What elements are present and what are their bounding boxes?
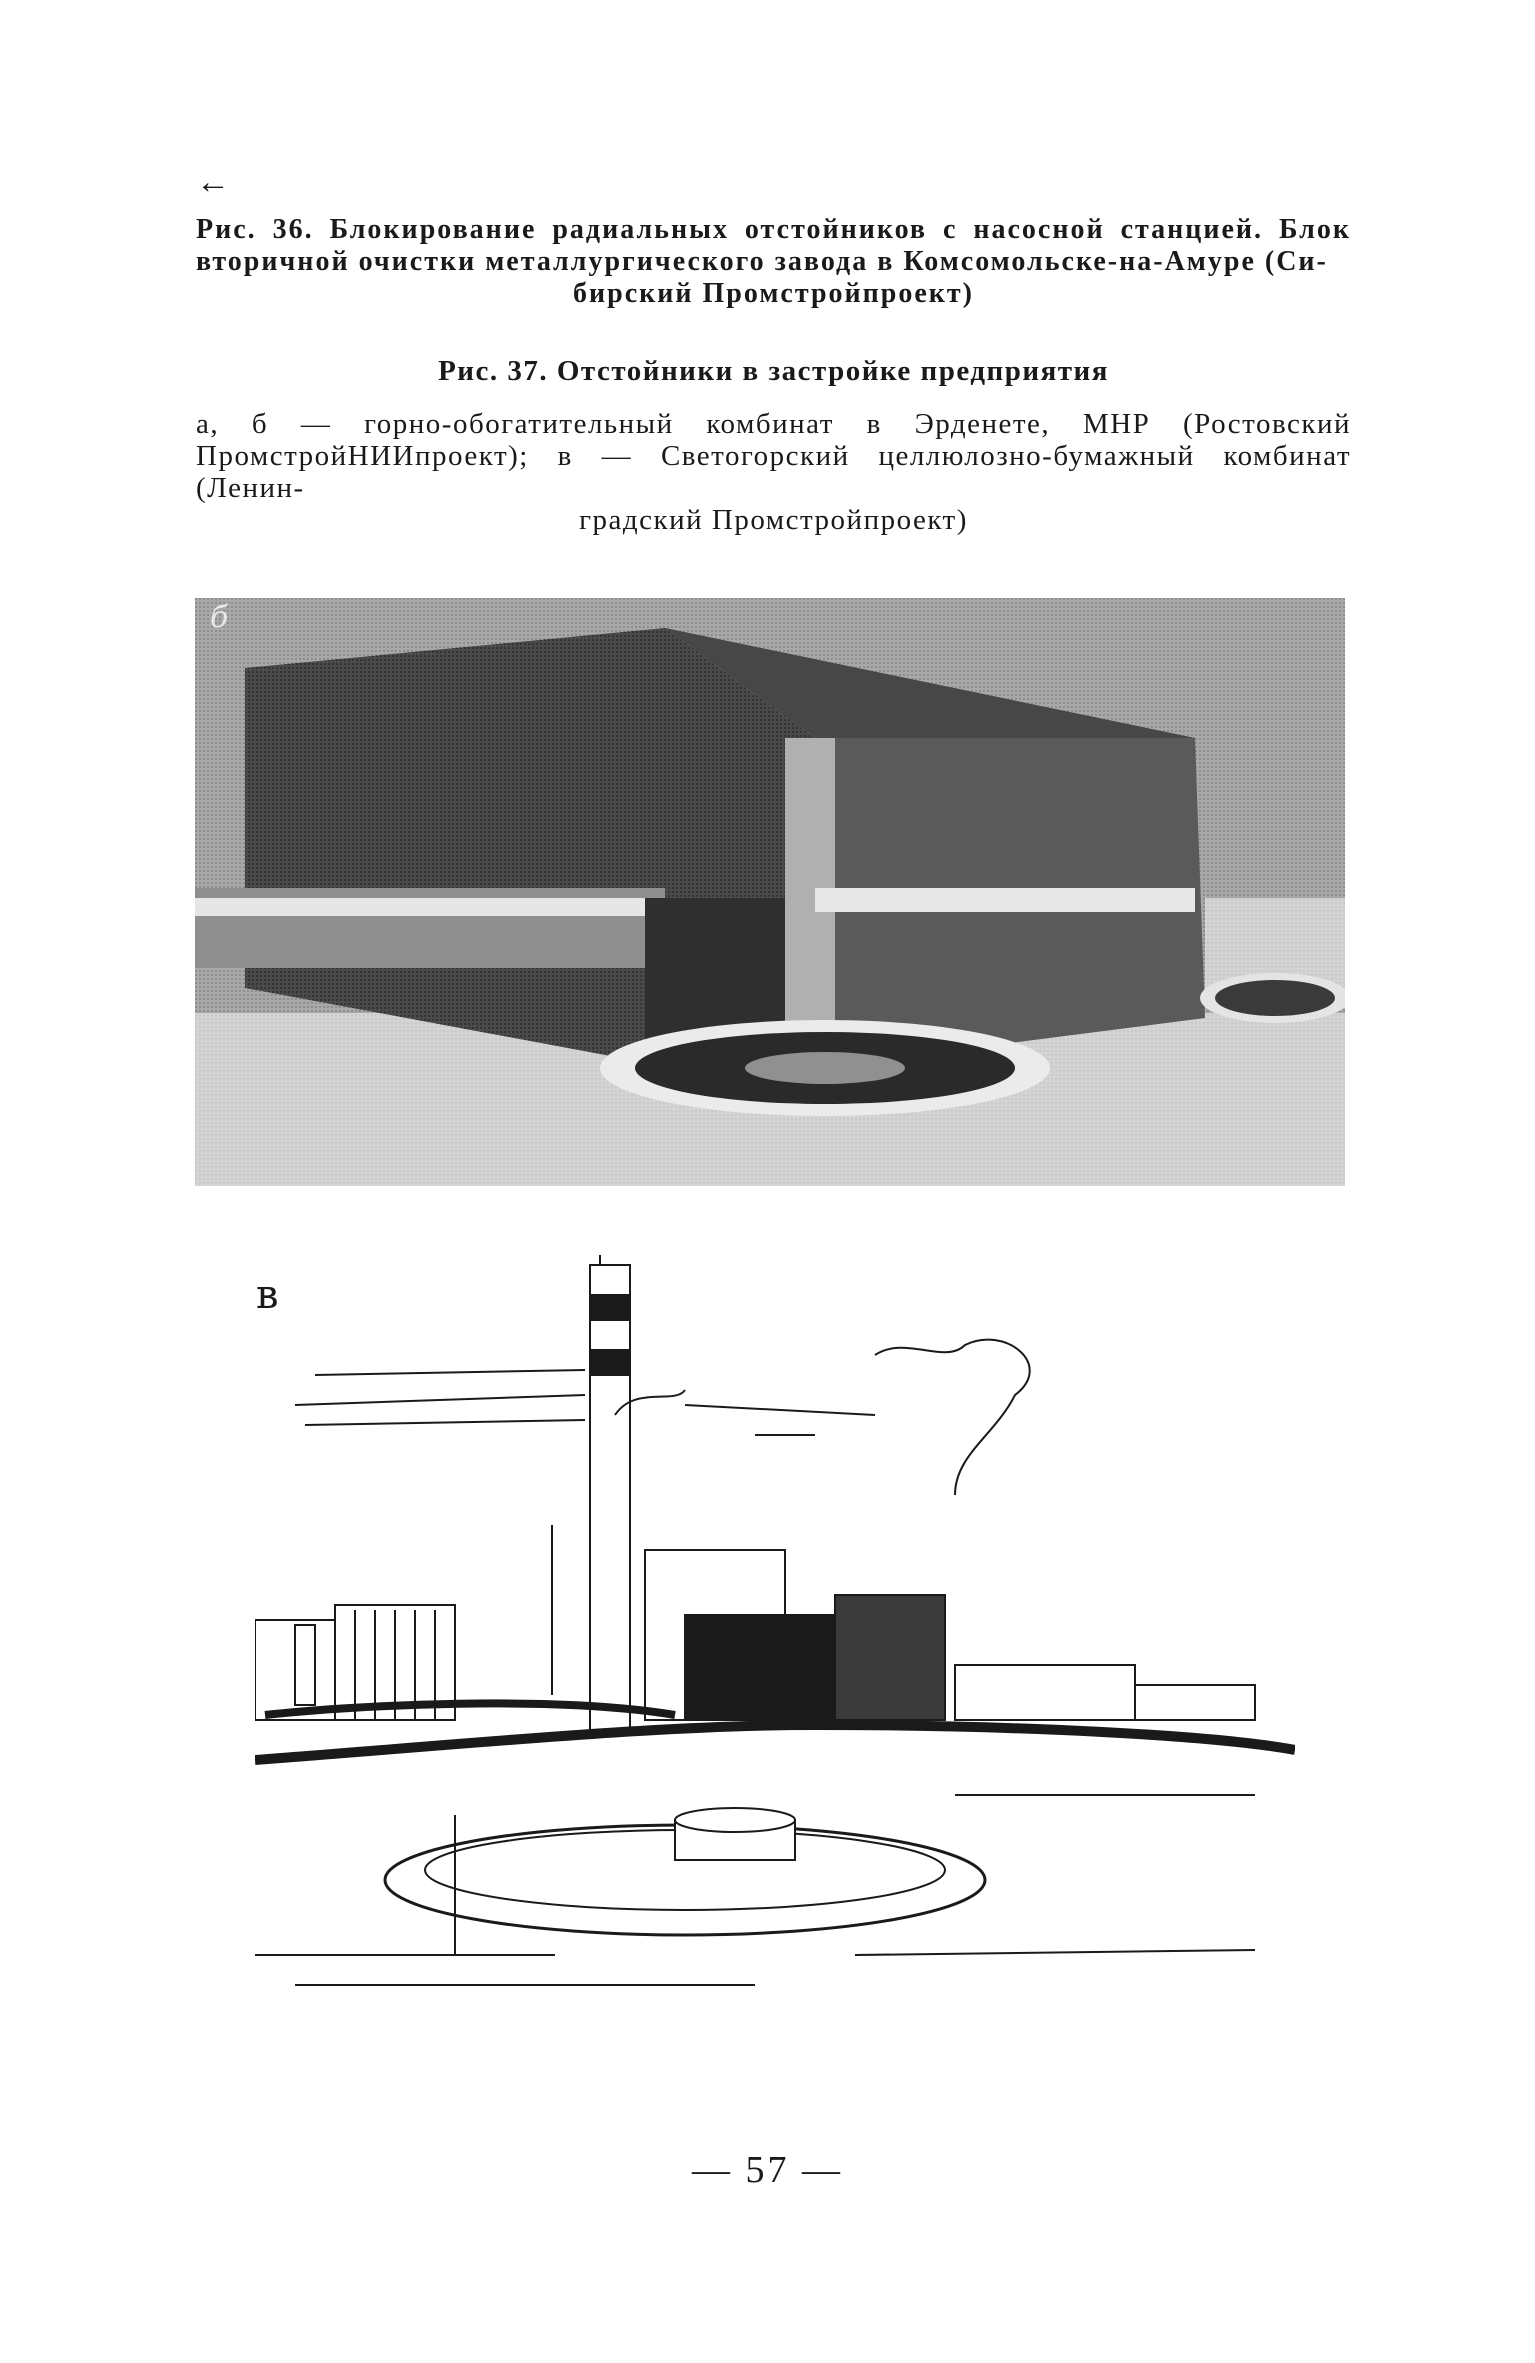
drawing-pulp-mill [255,1255,1295,2005]
drawing-label-v: в [256,1272,279,1318]
photo-label-b: б [210,600,229,635]
figure-36-caption-text: Рис. 36. Блокирование радиальных отстойников с насосной станцией. Блок вторичной очистки металлургического завода в Комсомольске-на-Амуре (Си- [196,214,1351,277]
figure-37-caption-text: а, б — горно-обогатительный комбинат в Эрденете, МНР (Ростовский ПромстройНИИпроект); в — Светогорский целлюлозно-бумажный комбинат (Ленин- [196,408,1351,504]
figure-37-caption-last-line: градский Промстройпроект) [579,504,968,536]
figure-37-title: Рис. 37. Отстойники в застройке предприятия [438,355,1109,387]
page-number: — 57 — [692,2149,843,2191]
figure-36-caption [196,214,1351,310]
cloud-outline [875,1340,1030,1495]
photo-settling-tanks [195,598,1345,1186]
figure-37-caption [196,408,1351,536]
back-arrow-glyph: ← [196,164,230,201]
figure-36-caption-last-line: бирский Промстройпроект) [573,278,974,309]
chimney [590,1265,630,1735]
road-curve [255,1725,1295,1760]
